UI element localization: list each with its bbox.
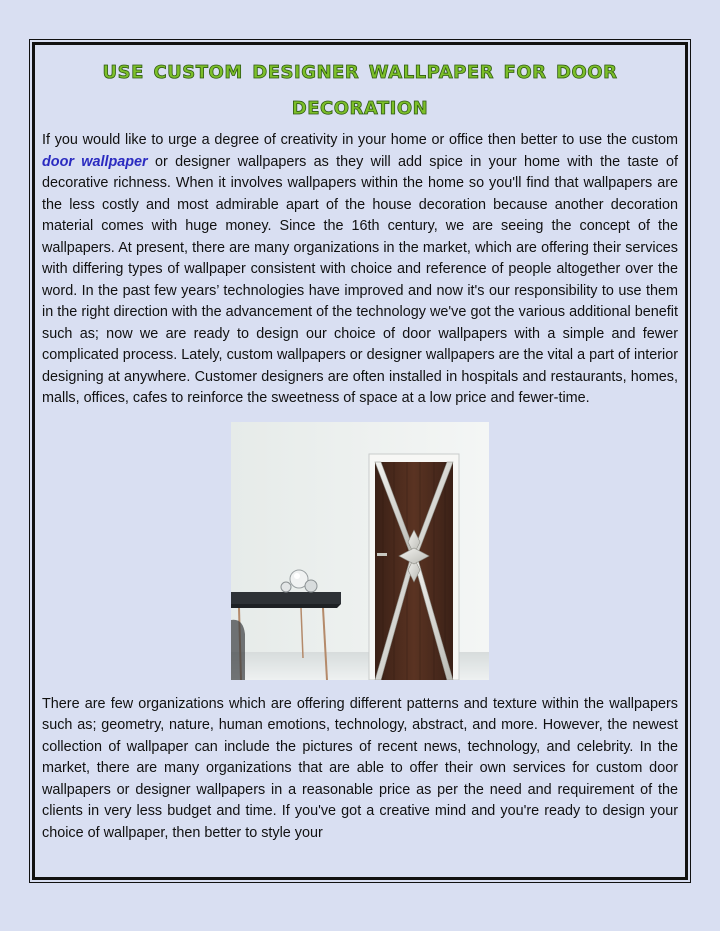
door-wallpaper-link[interactable]: door wallpaper [42,153,148,170]
document-page [36,46,684,876]
page-title: use custom designer wallpaper for door decoration [102,55,618,121]
intro-text-end: or designer wallpapers as they will add spice in your home with the taste of decorative richness. When it involves wallpapers within the home so you'll find that wallpapers are the less costly and most admirable apart of the house decoration because another decoration material comes with huge money. Since the 16th century, we are seeing the concept of the wallpapers. At present, there are many organizations in the market, which are offering their services with differing types of wallpaper consistent with choice and reference of people altogether over the word. In the past few years’ technologies have improved and now it's our responsibility to use them in the right direction with the advancement of the technology we've got the various additional benefit such as; now we are ready to design our choice of door wallpapers with a simple and fewer complicated process. Lately, custom wallpapers or designer wallpapers are the vital a part of interior designing at anywhere. Customer designers are often installed in hospitals and restaurants, homes, malls, offices, cafes to reinforce the sweetness of space at a low price and fewer-time. [42,153,678,406]
door-wallpaper-photo [231,422,489,680]
intro-text-start: If you would like to urge a degree of creativity in your home or office then better to use the custom [42,132,678,148]
second-paragraph: There are few organizations which are offering different patterns and texture within the wallpapers such as; geometry, nature, human emotions, technology, abstract, and more. However, the newest collection of wallpaper can include the pictures of recent news, technology, and celebrity. In the market, there are many organizations that are able to offer their own services for custom door wallpapers or designer wallpapers in a reasonable price as per the need and requirement of the clients in very less budget and time. If you've got a creative mind and you're ready to design your choice of wallpaper, then better to style your [42,695,678,841]
intro-paragraph [42,130,678,410]
